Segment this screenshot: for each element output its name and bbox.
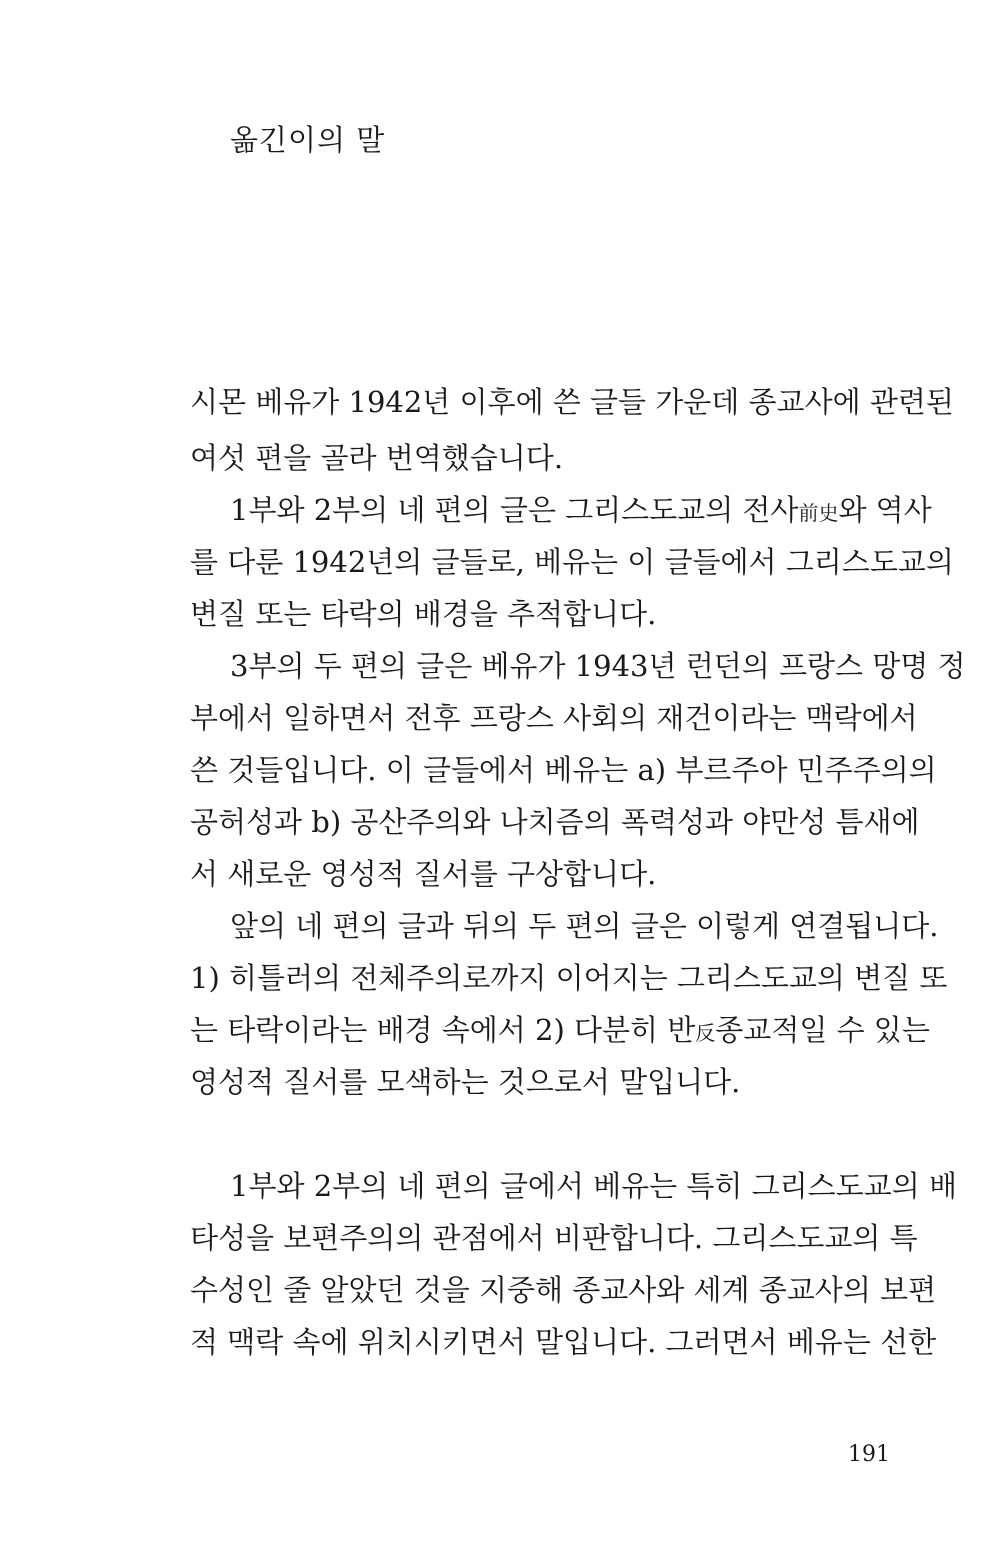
text-line: 앞의 네 편의 글과 뒤의 두 편의 글은 이렇게 연결됩니다. <box>230 909 939 943</box>
text-line: 타성을 보편주의의 관점에서 비판합니다. 그리스도교의 특 <box>190 1221 918 1255</box>
text-line: 서 새로운 영성적 질서를 구상합니다. <box>190 857 657 891</box>
hanja-annotation: 前史 <box>798 501 839 525</box>
text-line: 시몬 베유가 1942년 이후에 쓴 글들 가운데 종교사에 관련된 <box>190 385 954 419</box>
text-line: 를 다룬 1942년의 글들로, 베유는 이 글들에서 그리스도교의 <box>190 545 954 579</box>
text-line: 3부의 두 편의 글은 베유가 1943년 런던의 프랑스 망명 정 <box>230 649 966 683</box>
section-title: 옮긴이의 말 <box>230 123 386 157</box>
text-line <box>230 490 932 530</box>
text-line: 1부와 2부의 네 편의 글에서 베유는 특히 그리스도교의 배 <box>230 1169 957 1203</box>
text-line: 적 맥락 속에 위치시키면서 말입니다. 그러면서 베유는 선한 <box>190 1325 937 1359</box>
text-line <box>190 1010 930 1050</box>
text-line: 여섯 편을 골라 번역했습니다. <box>190 441 564 475</box>
hanja-annotation: 反 <box>695 1021 716 1045</box>
text-line: 수성인 줄 알았던 것을 지중해 종교사와 세계 종교사의 보편 <box>190 1273 937 1307</box>
text-span: 와 역사 <box>838 493 932 527</box>
text-line: 변질 또는 타락의 배경을 추적합니다. <box>190 597 657 631</box>
text-span: 1부와 2부의 네 편의 글은 그리스도교의 전사 <box>230 493 799 527</box>
text-span: 는 타락이라는 배경 속에서 2) 다분히 반 <box>190 1013 696 1047</box>
text-span: 종교적일 수 있는 <box>715 1013 930 1047</box>
text-line: 1) 히틀러의 전체주의로까지 이어지는 그리스도교의 변질 또 <box>190 961 948 995</box>
text-line: 부에서 일하면서 전후 프랑스 사회의 재건이라는 맥락에서 <box>190 701 918 735</box>
text-line: 쓴 것들입니다. 이 글들에서 베유는 a) 부르주아 민주주의의 <box>190 753 937 787</box>
page-number: 191 <box>848 1442 890 1467</box>
text-line: 공허성과 b) 공산주의와 나치즘의 폭력성과 야만성 틈새에 <box>190 805 920 839</box>
text-line: 영성적 질서를 모색하는 것으로서 말입니다. <box>190 1065 741 1099</box>
